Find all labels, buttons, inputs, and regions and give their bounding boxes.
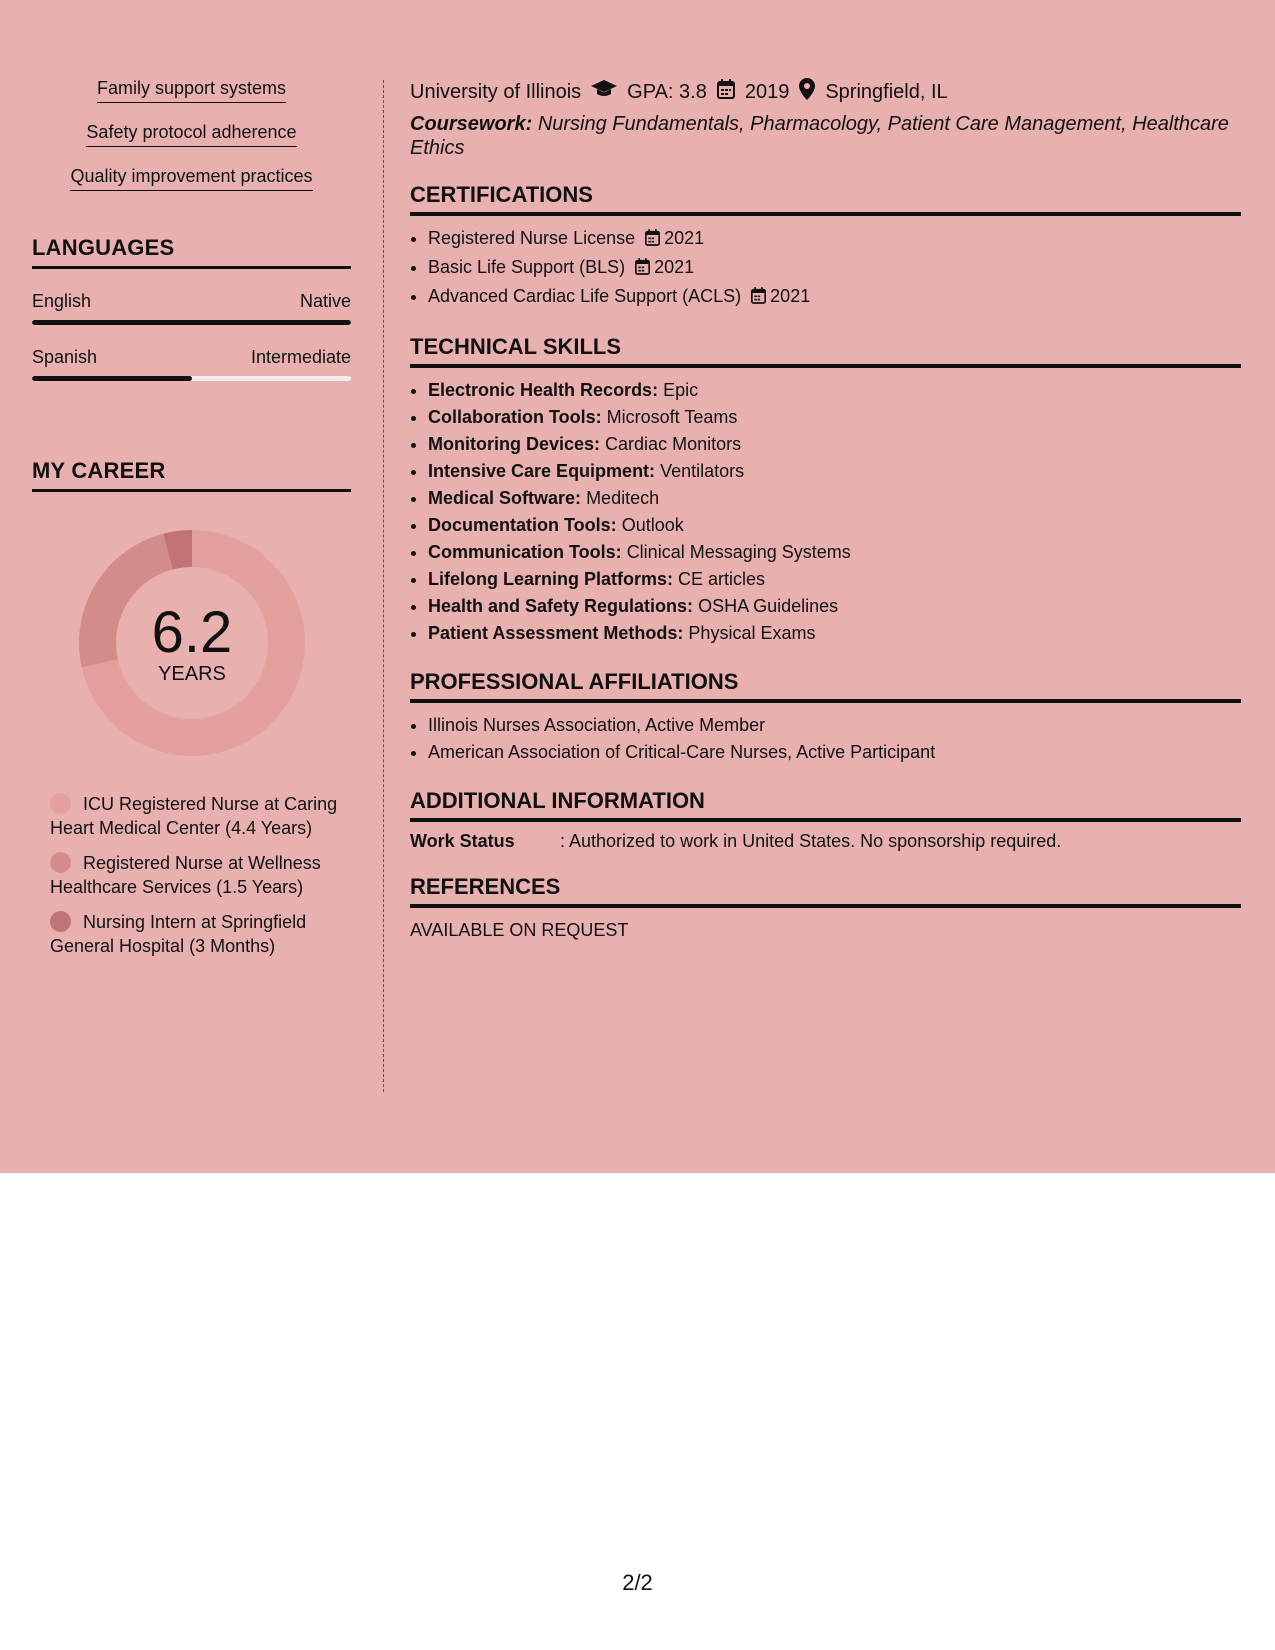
legend-label: Registered Nurse at Wellness Healthcare Services (1.5 Years)	[50, 853, 321, 897]
affiliations-list	[410, 712, 1241, 766]
certification-name: Advanced Cardiac Life Support (ACLS)	[428, 286, 742, 306]
skill-category: Electronic Health Records:	[428, 380, 659, 400]
language-name: Spanish	[32, 347, 98, 367]
list-item	[428, 254, 1241, 283]
career-donut-chart	[79, 530, 305, 756]
career-legend-item	[32, 851, 351, 899]
career-total-unit: YEARS	[157, 663, 226, 685]
languages-title: LANGUAGES	[32, 235, 351, 269]
list-item	[428, 283, 1241, 312]
certifications-title: CERTIFICATIONS	[410, 182, 1241, 216]
calendar-icon	[645, 227, 660, 254]
list-item	[428, 225, 1241, 254]
language-level: Native	[299, 291, 351, 311]
gpa: GPA: 3.8	[627, 80, 707, 103]
skill-item	[32, 78, 351, 103]
list-item: • American Association of Critical-Care Nurses, Active Participant	[428, 739, 1241, 766]
language-level: Intermediate	[250, 347, 351, 367]
calendar-icon	[751, 285, 766, 312]
certifications-list	[410, 225, 1241, 312]
language-spanish	[32, 347, 351, 381]
skill-value: Clinical Messaging Systems	[626, 542, 851, 562]
legend-dot	[50, 793, 71, 814]
references-text: AVAILABLE ON REQUEST	[410, 920, 629, 940]
additional-info-title: ADDITIONAL INFORMATION	[410, 788, 1241, 822]
language-proficiency-bar	[32, 376, 351, 381]
skill-category: Monitoring Devices:	[428, 434, 601, 454]
references-title: REFERENCES	[410, 874, 1241, 908]
list-item	[428, 620, 1241, 647]
list-item	[428, 431, 1241, 458]
skill-category: Lifelong Learning Platforms:	[428, 569, 674, 589]
column-divider	[383, 80, 384, 1092]
skill-value: Outlook	[621, 515, 684, 535]
skill-label: Family support systems	[97, 78, 286, 103]
graduation-cap-icon	[591, 80, 617, 104]
skill-category: Patient Assessment Methods:	[428, 623, 684, 643]
certification-year: 2021	[664, 228, 705, 248]
language-proficiency-bar	[32, 320, 351, 325]
legend-label: Nursing Intern at Springfield General Hospital (3 Months)	[50, 912, 307, 956]
work-status-value: : Authorized to work in United States. No sponsorship required.	[560, 831, 1062, 851]
skill-value: CE articles	[678, 569, 766, 589]
skill-value: Epic	[663, 380, 699, 400]
certification-year: 2021	[770, 286, 811, 306]
calendar-icon	[717, 79, 735, 105]
graduation-year: 2019	[744, 80, 790, 103]
work-status-label: Work Status	[410, 831, 515, 851]
skill-value: Meditech	[586, 488, 660, 508]
skill-category: Documentation Tools:	[428, 515, 617, 535]
skill-category: Medical Software:	[428, 488, 582, 508]
legend-label: ICU Registered Nurse at Caring Heart Medical Center (4.4 Years)	[50, 794, 338, 838]
skill-value: Microsoft Teams	[606, 407, 738, 427]
skill-category: Intensive Care Equipment:	[428, 461, 656, 481]
language-proficiency-fill	[32, 320, 351, 325]
legend-dot	[50, 911, 71, 932]
list-item: • Illinois Nurses Association, Active Member	[428, 712, 1241, 739]
language-proficiency-fill	[32, 376, 192, 381]
coursework-label: Coursework:	[410, 113, 533, 135]
school-name: University of Illinois	[410, 80, 582, 103]
skill-value: Ventilators	[660, 461, 745, 481]
page-number: 2/2	[622, 1570, 653, 1595]
skill-value: Cardiac Monitors	[605, 434, 742, 454]
skill-category: Collaboration Tools:	[428, 407, 602, 427]
school-location: Springfield, IL	[825, 80, 948, 103]
skill-category: Health and Safety Regulations:	[428, 596, 694, 616]
legend-dot	[50, 852, 71, 873]
language-english	[32, 291, 351, 325]
skill-label: Quality improvement practices	[70, 166, 312, 191]
technical-skills-title: TECHNICAL SKILLS	[410, 334, 1241, 368]
calendar-icon	[635, 256, 650, 283]
list-item	[428, 512, 1241, 539]
list-item	[428, 566, 1241, 593]
list-item	[428, 377, 1241, 404]
career-total-value: 6.2	[151, 600, 232, 665]
list-item	[428, 404, 1241, 431]
career-legend-item	[32, 792, 351, 840]
career-legend	[32, 792, 351, 958]
skill-value: OSHA Guidelines	[698, 596, 839, 616]
career-title: MY CAREER	[32, 458, 351, 492]
location-pin-icon	[799, 78, 815, 106]
coursework-list: Nursing Fundamentals, Pharmacology, Patient Care Management, Healthcare Ethics	[410, 113, 1229, 159]
skill-item	[32, 122, 351, 147]
skill-value: Physical Exams	[688, 623, 816, 643]
list-item	[428, 458, 1241, 485]
language-name: English	[32, 291, 92, 311]
technical-skills-list	[410, 377, 1241, 647]
certification-name: Basic Life Support (BLS)	[428, 257, 626, 277]
career-legend-item	[32, 910, 351, 958]
coursework	[410, 112, 1241, 160]
skill-label: Safety protocol adherence	[86, 122, 296, 147]
skill-item	[32, 166, 351, 191]
list-item	[428, 485, 1241, 512]
skill-category: Communication Tools:	[428, 542, 622, 562]
list-item	[428, 593, 1241, 620]
certification-year: 2021	[654, 257, 695, 277]
left-column	[32, 78, 351, 958]
list-item	[428, 539, 1241, 566]
work-status-row	[410, 831, 1241, 852]
right-column	[410, 78, 1241, 941]
affiliations-title: PROFESSIONAL AFFILIATIONS	[410, 669, 1241, 703]
education-line	[410, 78, 1241, 106]
certification-name: Registered Nurse License	[428, 228, 636, 248]
